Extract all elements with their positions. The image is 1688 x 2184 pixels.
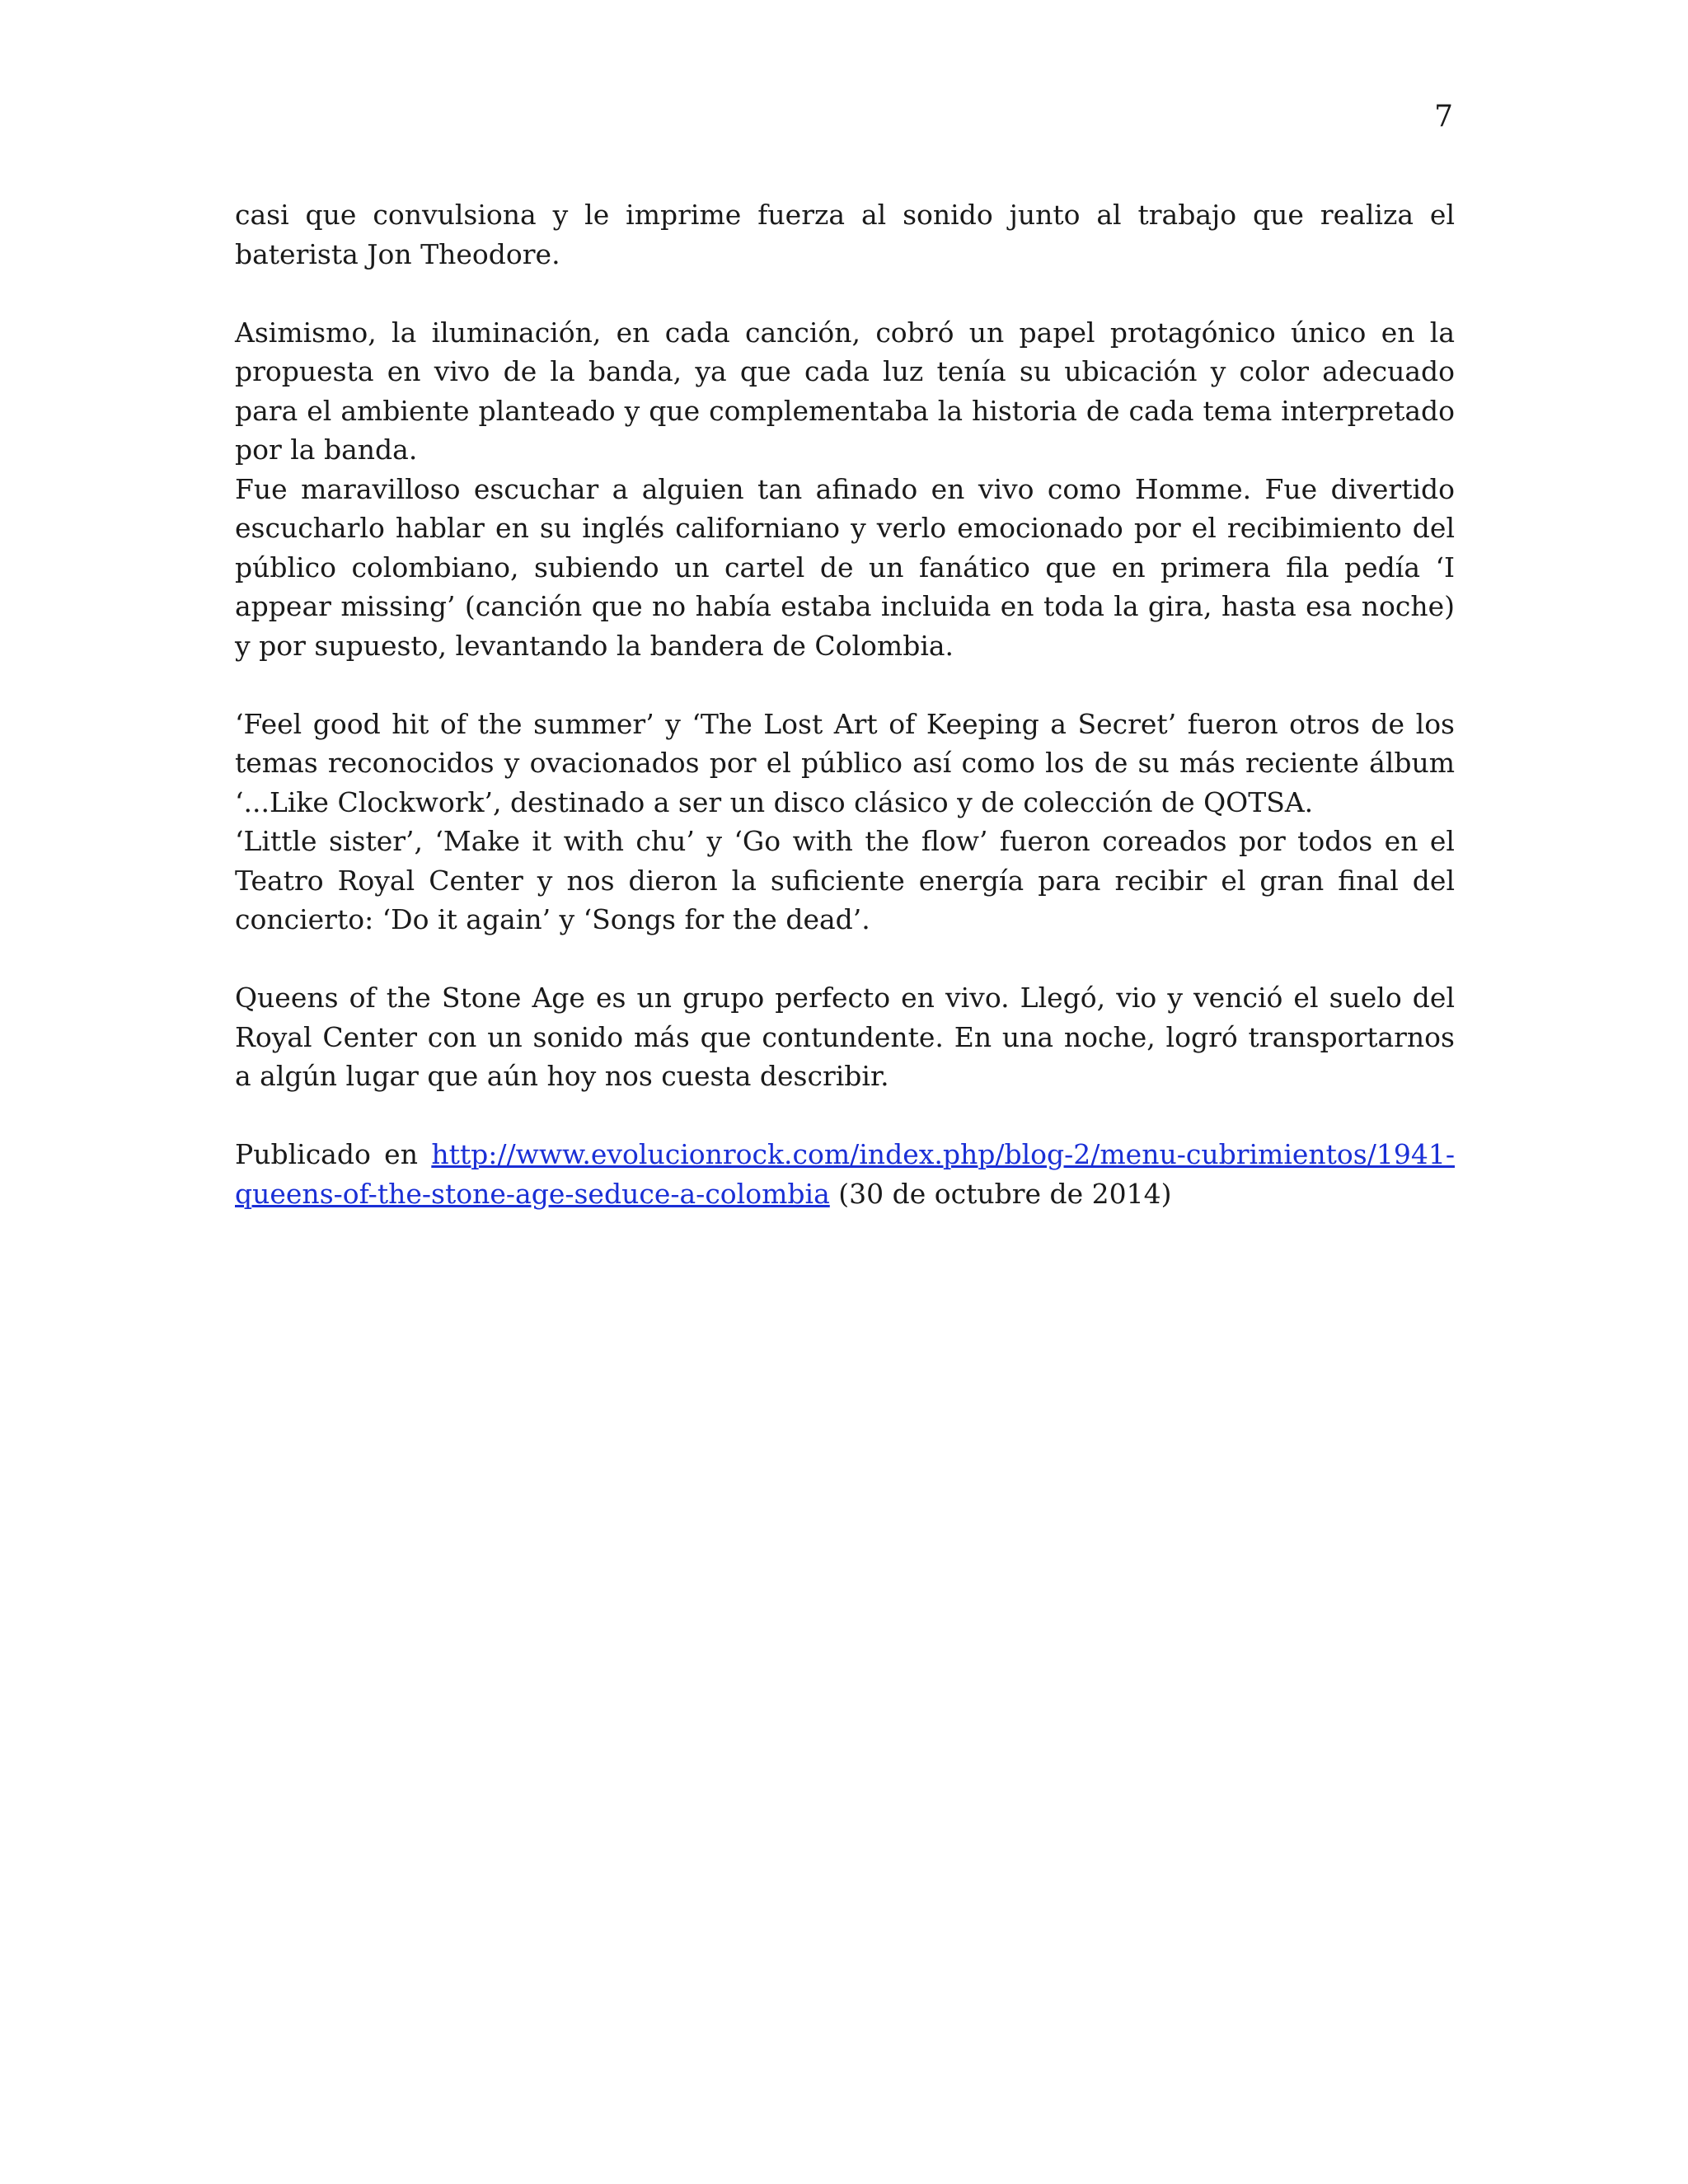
paragraph-homme: Fue maravilloso escuchar a alguien tan afinado en vivo como Homme. Fue divertido escucharlo hablar en su inglés californiano y verlo emocionado por el recibimiento del público colombiano, subiendo un cartel de un fanático que en primera fila pedía ‘I appear missing’ (canción que no había estaba incluida en toda la gira, hasta esa noche) y por supuesto, levantando la bandera de Colombia. (235, 472, 1455, 662)
source-link[interactable]: http://www.evolucionrock.com/index.php/blog-2/menu-cubrimientos/1941-queens-of-the-stone-age-seduce-a-colombia (235, 1138, 1455, 1210)
paragraph-gap (235, 940, 1455, 979)
paragraph-gap (235, 274, 1455, 313)
paragraph-lighting: Asimismo, la iluminación, en cada canción, cobró un papel protagónico único en la propuesta en vivo de la banda, ya que cada luz tenía su ubicación y color adecuado para el ambiente planteado y que complementaba la historia de cada tema interpretado por la banda. (235, 316, 1455, 466)
article-body (235, 195, 1455, 1213)
publication-note (235, 1135, 1455, 1213)
paragraph-finale: ‘Little sister’, ‘Make it with chu’ y ‘Go with the flow’ fueron coreados por todos en el Teatro Royal Center y nos dieron la suficiente energía para recibir el gran final del concierto: ‘Do it again’ y ‘Songs for the dead’. (235, 825, 1455, 935)
paragraph-gap (235, 665, 1455, 705)
publication-date: (30 de octubre de 2014) (838, 1177, 1172, 1210)
paragraph-gap (235, 1096, 1455, 1136)
paragraph-drummer: casi que convulsiona y le imprime fuerza al sonido junto al trabajo que realiza el baterista Jon Theodore. (235, 199, 1455, 270)
paragraph-conclusion: Queens of the Stone Age es un grupo perfecto en vivo. Llegó, vio y venció el suelo del Royal Center con un sonido más que contundente. En una noche, logró transportarnos a algún lugar que aún hoy nos cuesta describir. (235, 982, 1455, 1092)
publication-prefix: Publicado en (235, 1138, 418, 1170)
page-number: 7 (1434, 100, 1453, 134)
paragraph-songs: ‘Feel good hit of the summer’ y ‘The Lost Art of Keeping a Secret’ fueron otros de los temas reconocidos y ovacionados por el público así como los de su más reciente álbum ‘...Like Clockwork’, destinado a ser un disco clásico y de colección de QOTSA. (235, 707, 1455, 818)
